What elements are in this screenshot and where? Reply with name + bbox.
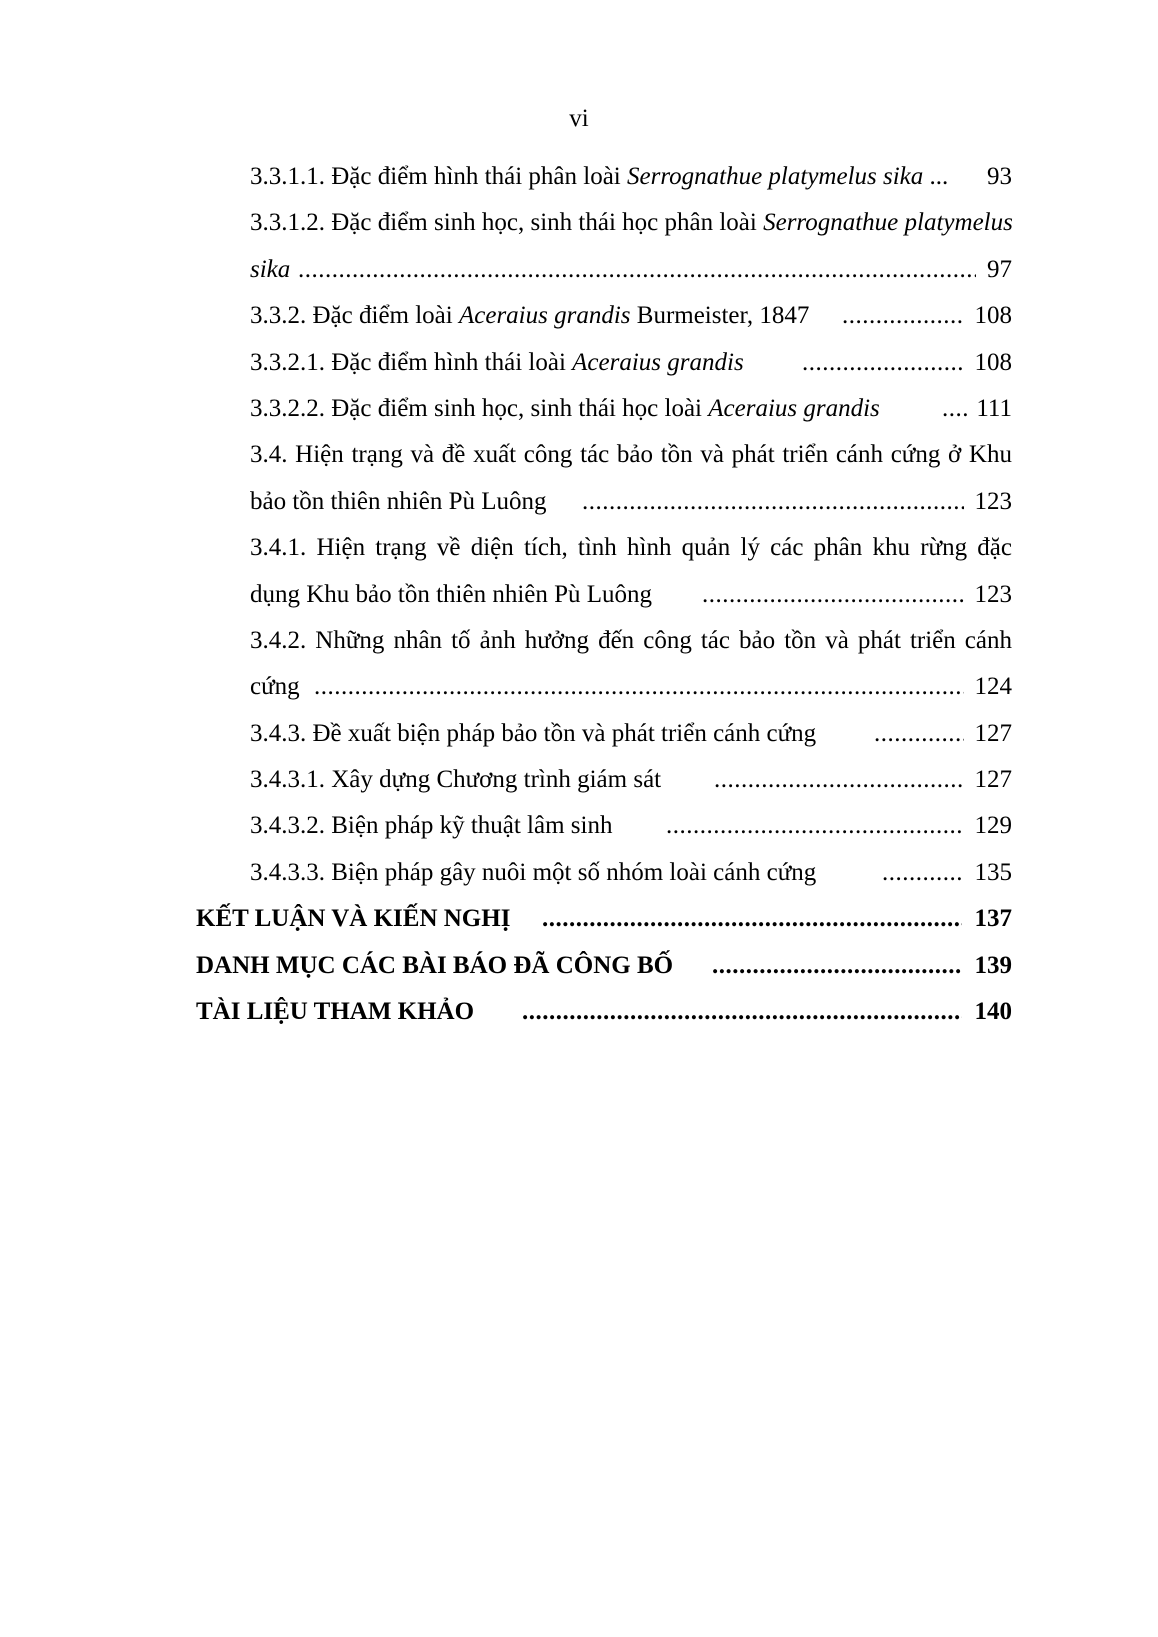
toc-entry-text: dụng Khu bảo tồn thiên nhiên Pù Luông: [250, 580, 653, 608]
toc-page-number: 123: [974, 580, 1012, 608]
toc-dot-leader: [882, 850, 964, 896]
toc-dot-leader: [942, 386, 970, 432]
table-of-contents: [0, 154, 1158, 1035]
toc-entry-leader: ...: [923, 163, 949, 190]
toc-page-number: 140: [974, 998, 1012, 1026]
toc-page-number: 124: [974, 673, 1012, 701]
toc-dot-leader: [298, 247, 976, 293]
toc-entry-3-4-2-cont[interactable]: [0, 664, 1158, 710]
toc-dot-leader: [542, 896, 962, 942]
toc-page-number: 127: [974, 719, 1012, 747]
toc-dot-leader: [666, 803, 964, 849]
toc-entry-text: cứng: [250, 673, 300, 701]
toc-entry-3-4-3[interactable]: [0, 711, 1158, 757]
toc-dot-leader: [802, 340, 964, 386]
toc-entry-3-3-1-2[interactable]: [0, 200, 1158, 246]
toc-dot-leader: [874, 711, 964, 757]
toc-entry-species: Serrognathue platymelus sika: [627, 163, 924, 190]
toc-dot-leader: [582, 479, 964, 525]
toc-entry-text: 3.4.3.2. Biện pháp kỹ thuật lâm sinh: [250, 812, 613, 840]
toc-entry-text: 3.3.2.1. Đặc điểm hình thái loài: [250, 348, 573, 376]
toc-entry-3-4-3-1[interactable]: [0, 757, 1158, 803]
toc-entry-species: Aceraius grandis: [708, 394, 880, 422]
toc-entry-text: 3.3.2.2. Đặc điểm sinh học, sinh thái học loài: [250, 394, 709, 422]
toc-entry-text: 3.4.3.3. Biện pháp gây nuôi một số nhóm loài cánh cứng: [250, 858, 817, 886]
toc-dot-leader: [712, 943, 962, 989]
toc-page-number: 111: [976, 394, 1012, 422]
toc-page-number: 123: [974, 487, 1012, 515]
toc-entry-3-4-2[interactable]: [0, 618, 1158, 664]
toc-entry-species: sika: [250, 255, 291, 283]
toc-page-number: 137: [974, 905, 1012, 933]
toc-entry-3-4-3-2[interactable]: [0, 803, 1158, 849]
toc-entry-3-4-1[interactable]: [0, 525, 1158, 571]
toc-entry-danh-muc[interactable]: [0, 943, 1158, 989]
toc-entry-species: Aceraius grandis: [458, 302, 631, 330]
toc-entry-text: 3.4.1. Hiện trạng về diện tích, tình hình quản lý các phân khu rừng đặc: [250, 534, 1012, 562]
toc-entry-3-3-2-1[interactable]: [0, 340, 1158, 386]
toc-page-number: 108: [974, 302, 1012, 330]
page-number: vi: [569, 105, 589, 132]
toc-entry-3-4-cont[interactable]: [0, 479, 1158, 525]
toc-entry-tai-lieu[interactable]: [0, 989, 1158, 1035]
toc-entry-text: 3.4.3. Đề xuất biện pháp bảo tồn và phát triển cánh cứng: [250, 719, 817, 747]
toc-entry-text-tail: Burmeister, 1847: [630, 302, 810, 330]
toc-entry-3-4-3-3[interactable]: [0, 850, 1158, 896]
toc-entry-text: KẾT LUẬN VÀ KIẾN NGHỊ: [196, 905, 511, 933]
toc-page-number: 129: [974, 812, 1012, 840]
toc-page-number: 139: [974, 951, 1012, 979]
toc-entry-text: TÀI LIỆU THAM KHẢO: [196, 998, 475, 1026]
toc-page-number: 127: [974, 766, 1012, 794]
toc-page-number: 97: [987, 255, 1012, 283]
toc-dot-leader: [702, 572, 964, 618]
toc-entry-text: DANH MỤC CÁC BÀI BÁO ĐÃ CÔNG BỐ: [196, 951, 674, 979]
toc-entry-3-4[interactable]: [0, 432, 1158, 478]
toc-entry-ket-luan[interactable]: [0, 896, 1158, 942]
toc-page-number: 135: [974, 858, 1012, 886]
toc-dot-leader: [842, 293, 964, 339]
toc-entry-3-3-1-1[interactable]: [0, 154, 1158, 200]
toc-dot-leader: [714, 757, 964, 803]
toc-page-number: 93: [987, 163, 1012, 190]
toc-entry-species: Serrognathue platymelus: [763, 209, 1013, 237]
toc-entry-text: 3.3.2. Đặc điểm loài: [250, 302, 459, 330]
toc-entry-text: 3.4.2. Những nhân tố ảnh hưởng đến công tác bảo tồn và phát triển cánh: [250, 626, 1012, 654]
toc-entry-3-3-1-2-cont[interactable]: [0, 247, 1158, 293]
toc-entry-3-4-1-cont[interactable]: [0, 572, 1158, 618]
toc-entry-species: Aceraius grandis: [572, 348, 744, 376]
toc-entry-text: 3.4. Hiện trạng và đề xuất công tác bảo tồn và phát triển cánh cứng ở Khu: [250, 441, 1012, 469]
toc-entry-text: 3.3.1.1. Đặc điểm hình thái phân loài: [250, 163, 628, 190]
toc-page-number: 108: [974, 348, 1012, 376]
toc-dot-leader: [314, 664, 964, 710]
toc-entry-3-3-2-2[interactable]: [0, 386, 1158, 432]
toc-entry-text: bảo tồn thiên nhiên Pù Luông: [250, 487, 547, 515]
toc-dot-leader: [522, 989, 962, 1035]
toc-entry-3-3-2[interactable]: [0, 293, 1158, 339]
toc-entry-text: 3.4.3.1. Xây dựng Chương trình giám sát: [250, 766, 662, 794]
toc-entry-text: 3.3.1.2. Đặc điểm sinh học, sinh thái học phân loài: [250, 209, 764, 237]
